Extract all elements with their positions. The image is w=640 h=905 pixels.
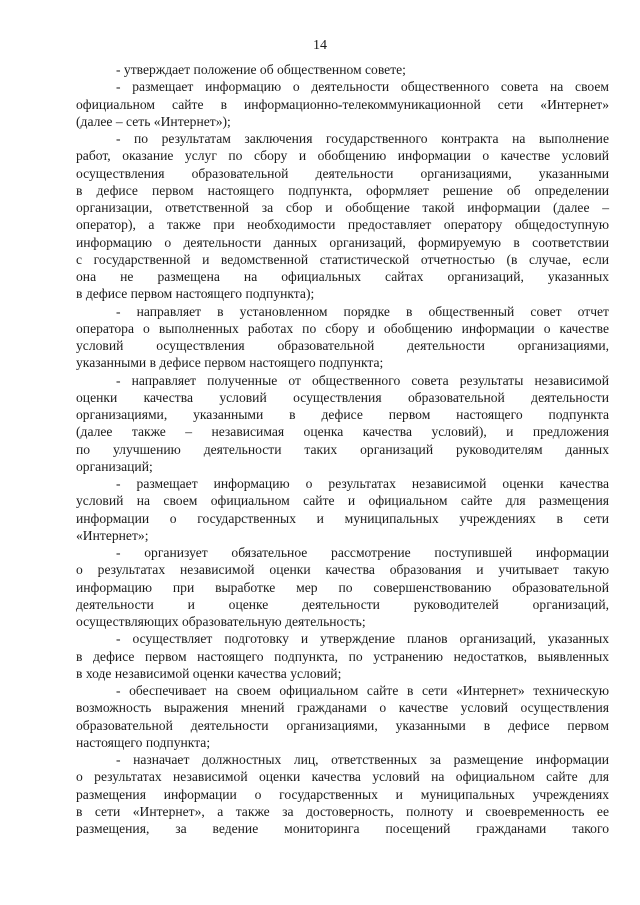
text-line: информацию о деятельности данных организаций, формируемую в соответствии	[76, 234, 609, 250]
text-line: - утверждает положение об общественном совете;	[116, 62, 406, 77]
text-line: размещения информации о государственных и муниципальных учреждениях	[76, 786, 609, 802]
text-line: в дефисе первом настоящего подпункта);	[76, 286, 315, 302]
text-line: оператора о выполненных работах по сбору и обобщению информации о качестве	[76, 320, 609, 336]
text-line: условий на своем официальном сайте и официальном сайте для размещения	[76, 493, 609, 509]
text-line: организаций;	[76, 458, 153, 474]
text-line: условий осуществления образовательной деятельности организациями,	[76, 338, 609, 353]
text-line: - размещает информацию о результатах независимой оценки качества	[116, 476, 609, 491]
text-line: осуществляющих образовательную деятельность;	[76, 614, 366, 629]
text-line: в сети «Интернет», а также за достоверность, полноту и своевременность ее	[76, 803, 609, 819]
text-line: с государственной и ведомственной статистической отчетностью (в случае, если	[76, 251, 609, 267]
text-line: - организует обязательное рассмотрение поступившей информации	[116, 545, 609, 560]
text-line: возможность выражения мнений гражданами о качестве условий осуществления	[76, 700, 609, 716]
text-line: - осуществляет подготовку и утверждение планов организаций, указанных	[116, 631, 609, 647]
text-line: о результатах независимой оценки качества образования и учитывает такую	[76, 562, 609, 578]
text-line: в дефисе первом настоящего подпункта, по устранению недостатков, выявленных	[76, 648, 609, 664]
text-line: образовательной деятельности организациями, указанными в дефисе первом	[76, 717, 609, 733]
text-line: в ходе независимой оценки качества условий;	[76, 665, 342, 681]
text-line: - направляет в установленном порядке в общественный совет отчет	[116, 303, 609, 319]
text-line: настоящего подпункта;	[76, 734, 211, 750]
text-line: - назначает должностных лиц, ответственных за размещение информации	[116, 752, 609, 767]
text-line: по улучшению деятельности таких организаций руководителям данных	[76, 441, 609, 457]
text-line: оператор), а также при необходимости предоставляет оператору общедоступную	[76, 217, 609, 233]
text-line: - размещает информацию о деятельности общественного совета на своем	[116, 79, 609, 95]
page-number: 14	[313, 38, 327, 53]
text-line: - обеспечивает на своем официальном сайте в сети «Интернет» техническую	[116, 683, 609, 698]
text-line: размещения, за ведение мониторинга посещений гражданами такого	[76, 821, 609, 836]
text-line: официальном сайте в информационно-телекоммуникационной сети «Интернет»	[76, 96, 609, 112]
text-line: - направляет полученные от общественного совета результаты независимой	[116, 372, 609, 388]
text-line: работ, оказание услуг по сбору и обобщению информации о качестве условий	[76, 148, 609, 164]
text-line: - по результатам заключения государственного контракта на выполнение	[116, 131, 609, 146]
text-line: «Интернет»;	[76, 527, 149, 543]
text-line: указанными в дефисе первом настоящего подпункта;	[76, 355, 384, 371]
text-line: информацию при выработке мер по совершенствованию образовательной	[76, 579, 609, 595]
document-body	[76, 61, 609, 837]
text-line: осуществления образовательной деятельности организациями, указанными	[76, 165, 609, 181]
text-line: в дефисе первом настоящего подпункта, оформляет решение об определении	[76, 182, 609, 198]
text-line: она не размещена на официальных сайтах организаций, указанных	[76, 269, 609, 284]
text-line: (далее – сеть «Интернет»);	[76, 113, 231, 129]
text-line: о результатах независимой оценки качества условий на официальном сайте для	[76, 769, 609, 785]
text-line: деятельности и оценке деятельности руководителей организаций,	[76, 596, 609, 612]
text-line: информации о государственных и муниципальных учреждениях в сети	[76, 510, 609, 526]
text-line: организации, ответственной за сбор и обобщение такой информации (далее –	[76, 200, 609, 215]
text-line: организациями, указанными в дефисе первом настоящего подпункта	[76, 407, 609, 422]
text-line: (далее также – независимая оценка качества условий), и предложения	[76, 424, 609, 440]
text-line: оценки качества условий осуществления образовательной деятельности	[76, 389, 609, 405]
